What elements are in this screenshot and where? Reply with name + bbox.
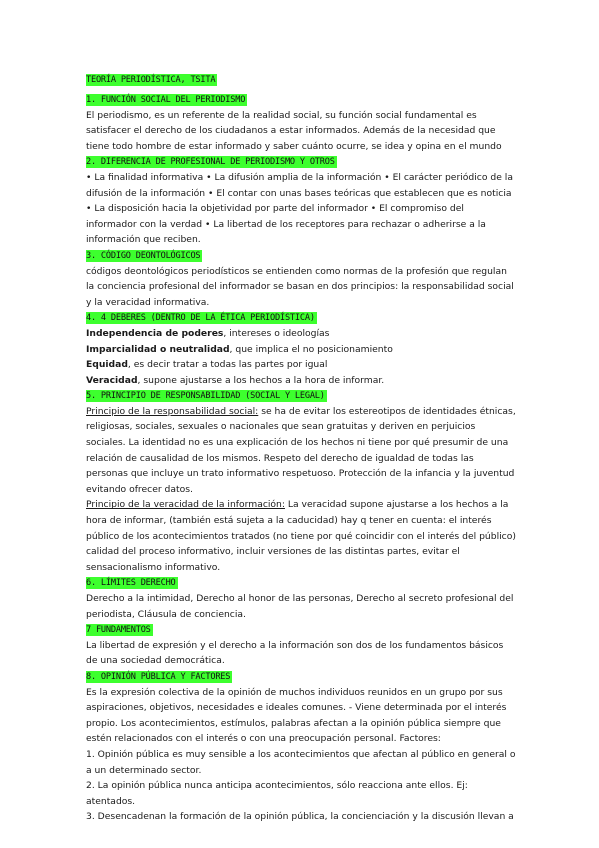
veracity-paragraph [86, 497, 516, 575]
document-title: TEORÍA PERIODÍSTICA, TSITA [86, 75, 216, 85]
section-heading-2: 2. DIFERENCIA DE PROFESIONAL DE PERIODISMO Y OTROS [86, 157, 335, 168]
principle-label: Principio de la veracidad de la información: [86, 499, 285, 511]
section-body-7: La libertad de expresión y el derecho a la información son dos de los fundamentos básicos de una sociedad democrática. [86, 639, 504, 667]
duty-name: Independencia de poderes [86, 327, 224, 339]
section-body-6: Derecho a la intimidad, Derecho al honor de las personas, Derecho al secreto profesional del periodista, Cláusula de conciencia. [86, 593, 514, 620]
document-content [86, 72, 516, 825]
section-heading-8: 8. OPINIÓN PÚBLICA Y FACTORES [86, 671, 231, 682]
factor-item: 2. La opinión pública nunca anticipa acontecimientos, sólo reacciona ante ellos. Ej: atentados. [86, 780, 468, 807]
social-responsibility-paragraph [86, 404, 516, 498]
factor-item: 3. Desencadenan la formación de la opinión pública, la concienciación y la discusión llevan a [86, 811, 514, 823]
duty-name: Equidad [86, 359, 128, 371]
duty-detail: , intereses o ideologías [223, 327, 330, 339]
principle-text: se ha de evitar los estereotipos de identidades étnicas, religiosas, sociales, sexuales o nacionales que sean gratuitas y deriven en perjuicios sociales. La identidad no es una explicación de los hechos ni tiene por qué presumir de una relación de causalidad de los mismos. Respeto del derecho de igualdad de todas las personas que incluye un trato informativo respetuoso. Protección de la infancia y la juventud evitando ofrecer datos. [86, 405, 516, 495]
principle-text: La veracidad supone ajustarse a los hechos a la hora de informar, (también está sujeta a la caducidad) hay q tener en cuenta: el interés público de los acontecimientos tratados (no tiene por qué coincidir con el interés del público) calidad del proceso informativo, incluir versiones de las distintas partes, evitar el sensacionalismo informativo. [86, 499, 516, 573]
section-heading-1: 1. FUNCIÓN SOCIAL DEL PERIODISMO [86, 95, 246, 105]
section-heading-6: 6. LÍMITES DERECHO [86, 578, 176, 589]
duty-item [86, 357, 516, 373]
section-body-2: • La finalidad informativa • La difusión amplia de la información • El carácter periódico de la difusión de la información • El contar con unas bases teóricas que establecen que es noticia • La disposición hacia la objetividad por parte del informador • El compromiso del informador con la verdad • La libertad de los receptores para rechazar o adherirse a la información que reciben. [86, 171, 513, 246]
duty-name: Veracidad [86, 374, 138, 386]
duty-detail: , es decir tratar a todas las partes por igual [127, 359, 328, 371]
section-body-8: Es la expresión colectiva de la opinión de muchos individuos reunidos en un grupo por sus aspiraciones, objetivos, necesidades e ideales comunes. - Viene determinada por el interés propio. Los acontecimientos, estímulos, palabras afectan a la opinión pública siempre que estén relacionados con el interés o con una preocupación personal. Factores: [86, 686, 507, 745]
section-heading-5: 5. PRINCIPIO DE RESPONSABILIDAD (SOCIAL Y LEGAL) [86, 391, 325, 402]
duty-detail: , supone ajustarse a los hechos a la hora de informar. [137, 374, 385, 386]
section-heading-4: 4. 4 DEBERES (DENTRO DE LA ÉTICA PERIODÍSTICA) [86, 313, 315, 324]
duty-item [86, 326, 516, 342]
section-body-3: códigos deontológicos periodísticos se entienden como normas de la profesión que regulan la conciencia profesional del informador se basan en dos principios: la responsabilidad social y la veracidad informativa. [86, 265, 514, 308]
duty-name: Imparcialidad o neutralidad [86, 343, 230, 355]
principle-label: Principio de la responsabilidad social: [86, 405, 259, 417]
section-body-1: El periodismo, es un referente de la realidad social, su función social fundamental es satisfacer el derecho de los ciudadanos a estar informados. Además de la necesidad que tiene todo hombre de estar informado y saber cuánto ocurre, se idea y opina en el mundo [86, 109, 502, 152]
section-heading-7: 7 FUNDAMENTOS [86, 625, 151, 636]
duty-detail: , que implica el no posicionamiento [229, 343, 393, 355]
duty-item [86, 373, 516, 389]
factor-item: 1. Opinión pública es muy sensible a los acontecimientos que afectan al público en general o a un determinado sector. [86, 748, 516, 776]
section-heading-3: 3. CÓDIGO DEONTOLÓGICOS [86, 250, 201, 261]
duty-item [86, 342, 516, 358]
